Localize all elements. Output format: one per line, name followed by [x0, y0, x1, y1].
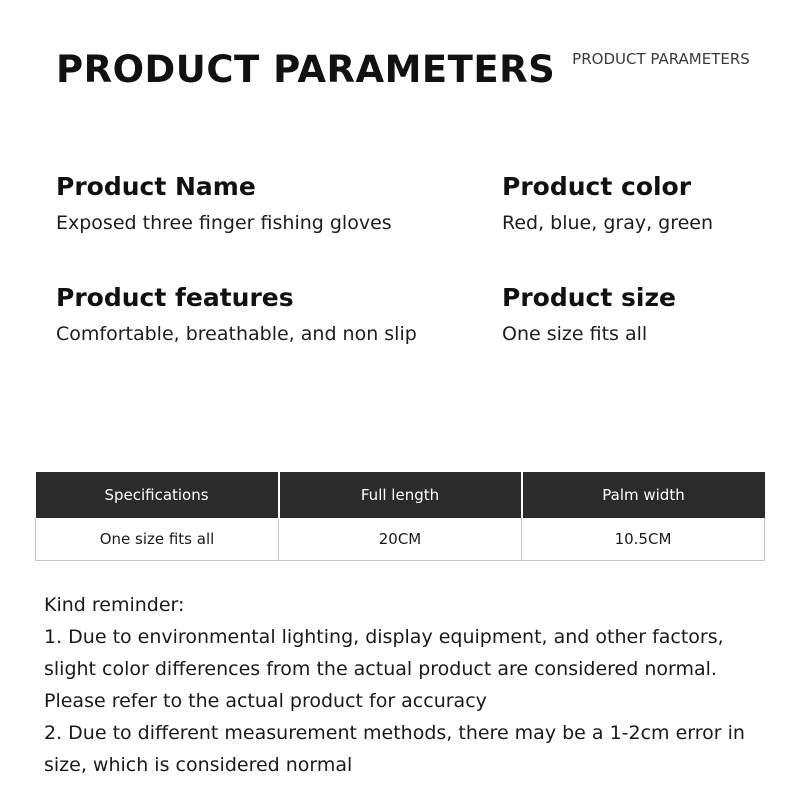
spec-label: Product size [502, 283, 676, 312]
page-header [0, 0, 800, 120]
reminder-line-2: 2. Due to different measurement methods, there may be a 1-2cm error in size, which is considered normal [44, 722, 745, 776]
size-table [35, 472, 765, 561]
table-cell: 20CM [279, 518, 522, 561]
table-header-cell: Full length [279, 472, 522, 518]
spec-item-product-features [56, 283, 502, 345]
spec-item-product-name [56, 172, 502, 234]
spec-label: Product Name [56, 172, 256, 201]
kind-reminder-block [44, 589, 760, 781]
table-row [36, 518, 765, 561]
page-title: PRODUCT PARAMETERS [56, 48, 556, 91]
table-header-row [36, 472, 765, 518]
spec-item-product-color [502, 172, 756, 234]
table-cell: One size fits all [36, 518, 279, 561]
table-cell: 10.5CM [522, 518, 765, 561]
spec-value: Red, blue, gray, green [502, 212, 714, 234]
spec-label: Product color [502, 172, 692, 201]
spec-row [56, 172, 756, 234]
reminder-line-1: 1. Due to environmental lighting, display equipment, and other factors, slight color differences from the actual product are considered normal. Please refer to the actual product for accuracy [44, 626, 724, 712]
page-subtitle: PRODUCT PARAMETERS [572, 50, 750, 68]
spec-value: Comfortable, breathable, and non slip [56, 323, 417, 345]
spec-row [56, 283, 756, 345]
table-header-cell: Palm width [522, 472, 765, 518]
spec-item-product-size [502, 283, 756, 345]
spec-label: Product features [56, 283, 294, 312]
reminder-heading: Kind reminder: [44, 594, 185, 616]
spec-value: Exposed three finger fishing gloves [56, 212, 392, 234]
table-header-cell: Specifications [36, 472, 279, 518]
spec-list [56, 172, 756, 394]
spec-value: One size fits all [502, 323, 648, 345]
